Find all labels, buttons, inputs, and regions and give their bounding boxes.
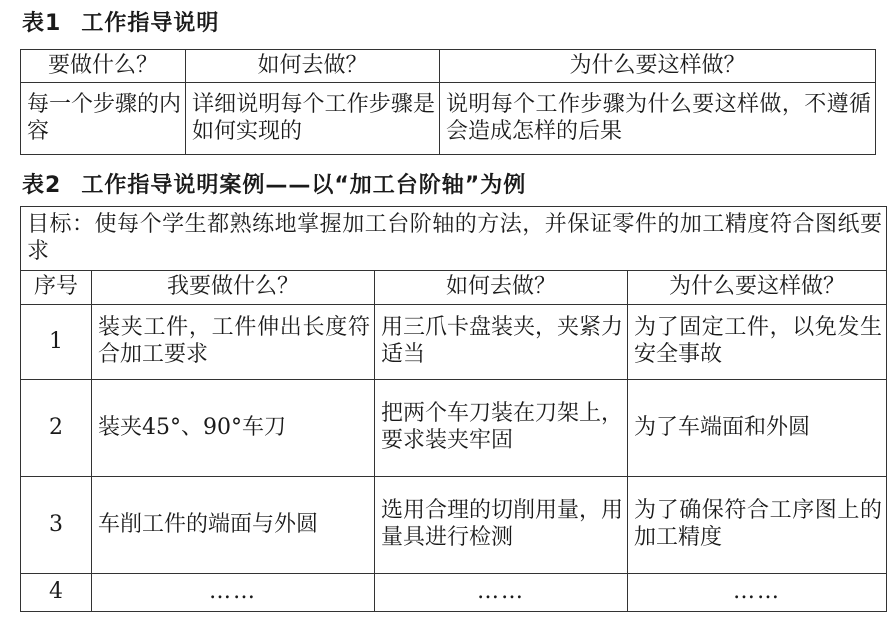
table1-cell: 详细说明每个工作步骤是如何实现的 — [186, 83, 440, 155]
table2-cell: 1 — [21, 305, 92, 380]
table2-header-row — [21, 271, 887, 305]
table2-cell: 装夹工件，工件伸出长度符合加工要求 — [92, 305, 375, 380]
table2-cell: 2 — [21, 380, 92, 477]
table2-cell: 装夹45°、90°车刀 — [92, 380, 375, 477]
table2 — [20, 206, 887, 612]
table2-header-cell: 为什么要这样做？ — [628, 271, 887, 305]
table2-goal-row — [21, 207, 887, 271]
table1-header-cell: 如何去做？ — [186, 50, 440, 83]
table2-cell: 用三爪卡盘装夹，夹紧力适当 — [375, 305, 628, 380]
table2-cell: …… — [628, 574, 887, 612]
table2-cell: 为了车端面和外圆 — [628, 380, 887, 477]
table2-cell: 为了固定工件，以免发生安全事故 — [628, 305, 887, 380]
table2-caption — [22, 168, 526, 199]
table2-cell: 选用合理的切削用量，用量具进行检测 — [375, 477, 628, 574]
table2-header-cell: 序号 — [21, 271, 92, 305]
table2-row — [21, 574, 887, 612]
table1-row — [21, 83, 876, 155]
table1-cell: 说明每个工作步骤为什么要这样做，不遵循会造成怎样的后果 — [440, 83, 876, 155]
table2-header-cell: 我要做什么？ — [92, 271, 375, 305]
table2-goal: 目标：使每个学生都熟练地掌握加工台阶轴的方法，并保证零件的加工精度符合图纸要求 — [21, 207, 887, 271]
table2-cell: …… — [375, 574, 628, 612]
table1-header-row — [21, 50, 876, 83]
table2-cell: 3 — [21, 477, 92, 574]
table1-title: 工作指导说明 — [81, 11, 220, 36]
table2-cell: 把两个车刀装在刀架上，要求装夹牢固 — [375, 380, 628, 477]
table1-caption — [22, 6, 219, 37]
table1-header-cell: 要做什么？ — [21, 50, 186, 83]
table2-cell: …… — [92, 574, 375, 612]
table2-header-cell: 如何去做？ — [375, 271, 628, 305]
table2-cell: 为了确保符合工序图上的加工精度 — [628, 477, 887, 574]
table1-cell: 每一个步骤的内容 — [21, 83, 186, 155]
table2-cell: 4 — [21, 574, 92, 612]
table1-header-cell: 为什么要这样做？ — [440, 50, 876, 83]
table2-row — [21, 477, 887, 574]
table2-row — [21, 380, 887, 477]
table2-title: 工作指导说明案例——以“加工台阶轴”为例 — [81, 173, 527, 198]
table2-row — [21, 305, 887, 380]
table1-number: 表1 — [22, 11, 62, 36]
table1 — [20, 49, 876, 155]
table2-cell: 车削工件的端面与外圆 — [92, 477, 375, 574]
table2-number: 表2 — [22, 173, 62, 198]
